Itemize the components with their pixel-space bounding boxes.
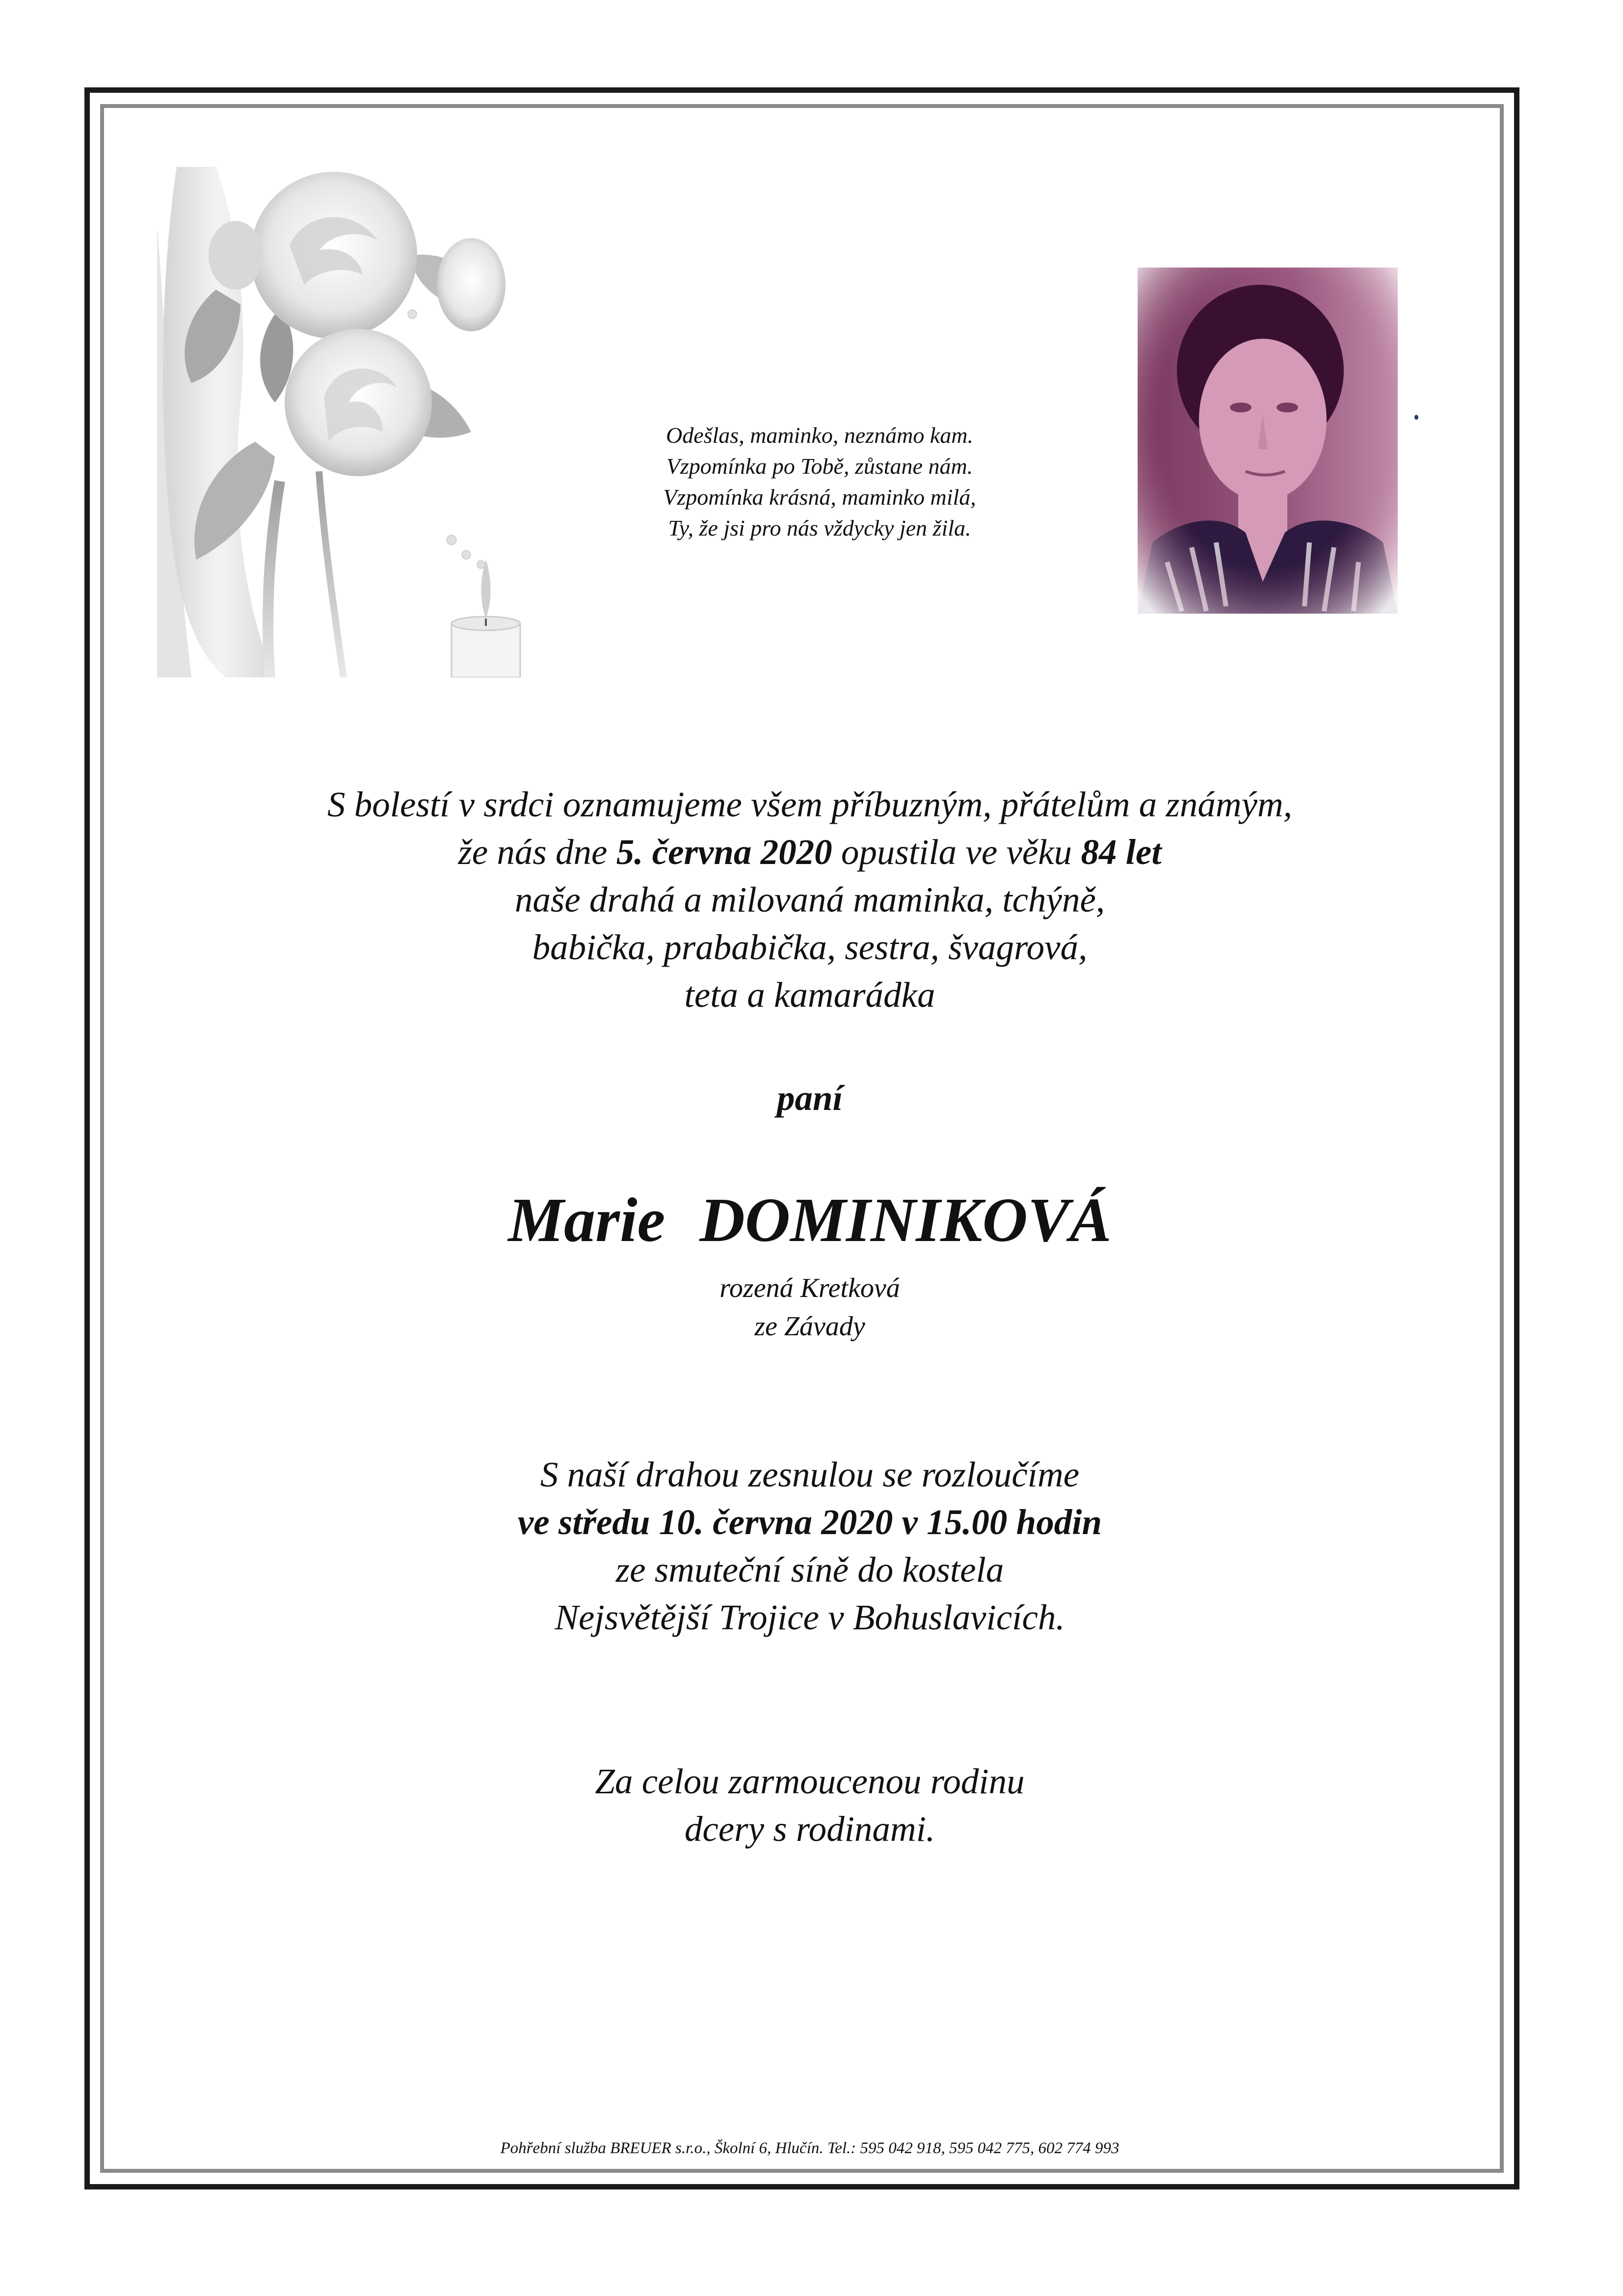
- funeral-datetime-text: ve středu 10. června 2020 v 15.00 hodin: [517, 1502, 1102, 1542]
- poem-line: Odešlas, maminko, neznámo kam.: [665, 423, 974, 448]
- poem: [579, 420, 1060, 543]
- maiden-name: rozená Kretková: [719, 1273, 900, 1303]
- announcement: [147, 781, 1472, 1019]
- first-name: Marie: [508, 1185, 665, 1255]
- signature: [147, 1757, 1472, 1853]
- last-name: DOMINIKOVÁ: [699, 1185, 1112, 1255]
- stray-mark: [1414, 415, 1418, 420]
- signature-line: dcery s rodinami.: [684, 1809, 935, 1849]
- funeral-datetime: [147, 1498, 1472, 1546]
- honorific: paní: [777, 1078, 843, 1118]
- funeral-line: Nejsvětější Trojice v Bohuslavicích.: [555, 1597, 1065, 1637]
- roses-candle-illustration: [157, 167, 564, 677]
- origin: ze Závady: [754, 1311, 865, 1342]
- funeral-service-footer: Pohřební služba BREUER s.r.o., Školní 6, Hlučín. Tel.: 595 042 918, 595 042 775, 602 774 993: [500, 2139, 1119, 2157]
- age: 84 let: [1081, 832, 1162, 872]
- announcement-line: S bolestí v srdci oznamujeme všem příbuzným, přátelům a známým,: [327, 784, 1292, 824]
- funeral-line: S naší drahou zesnulou se rozloučíme: [540, 1455, 1080, 1494]
- deceased-name: [147, 1183, 1472, 1257]
- date-of-death: 5. června 2020: [616, 832, 832, 872]
- poem-line: Vzpomínka krásná, maminko milá,: [663, 485, 976, 510]
- funeral-line: ze smuteční síně do kostela: [615, 1550, 1004, 1590]
- portrait-photo: [1138, 268, 1398, 614]
- announcement-text: opustila ve věku: [832, 832, 1081, 872]
- signature-line: Za celou zarmoucenou rodinu: [595, 1761, 1025, 1801]
- funeral-info: [147, 1451, 1472, 1641]
- poem-line: Ty, že jsi pro nás vždycky jen žila.: [668, 515, 971, 540]
- announcement-line: teta a kamarádka: [684, 975, 935, 1015]
- maiden-info: [147, 1269, 1472, 1346]
- announcement-text: že nás dne: [458, 832, 616, 872]
- announcement-line: [147, 828, 1472, 876]
- poem-line: Vzpomínka po Tobě, zůstane nám.: [666, 454, 973, 479]
- announcement-line: babička, prababička, sestra, švagrová,: [532, 927, 1088, 967]
- announcement-line: naše drahá a milovaná maminka, tchýně,: [514, 880, 1105, 919]
